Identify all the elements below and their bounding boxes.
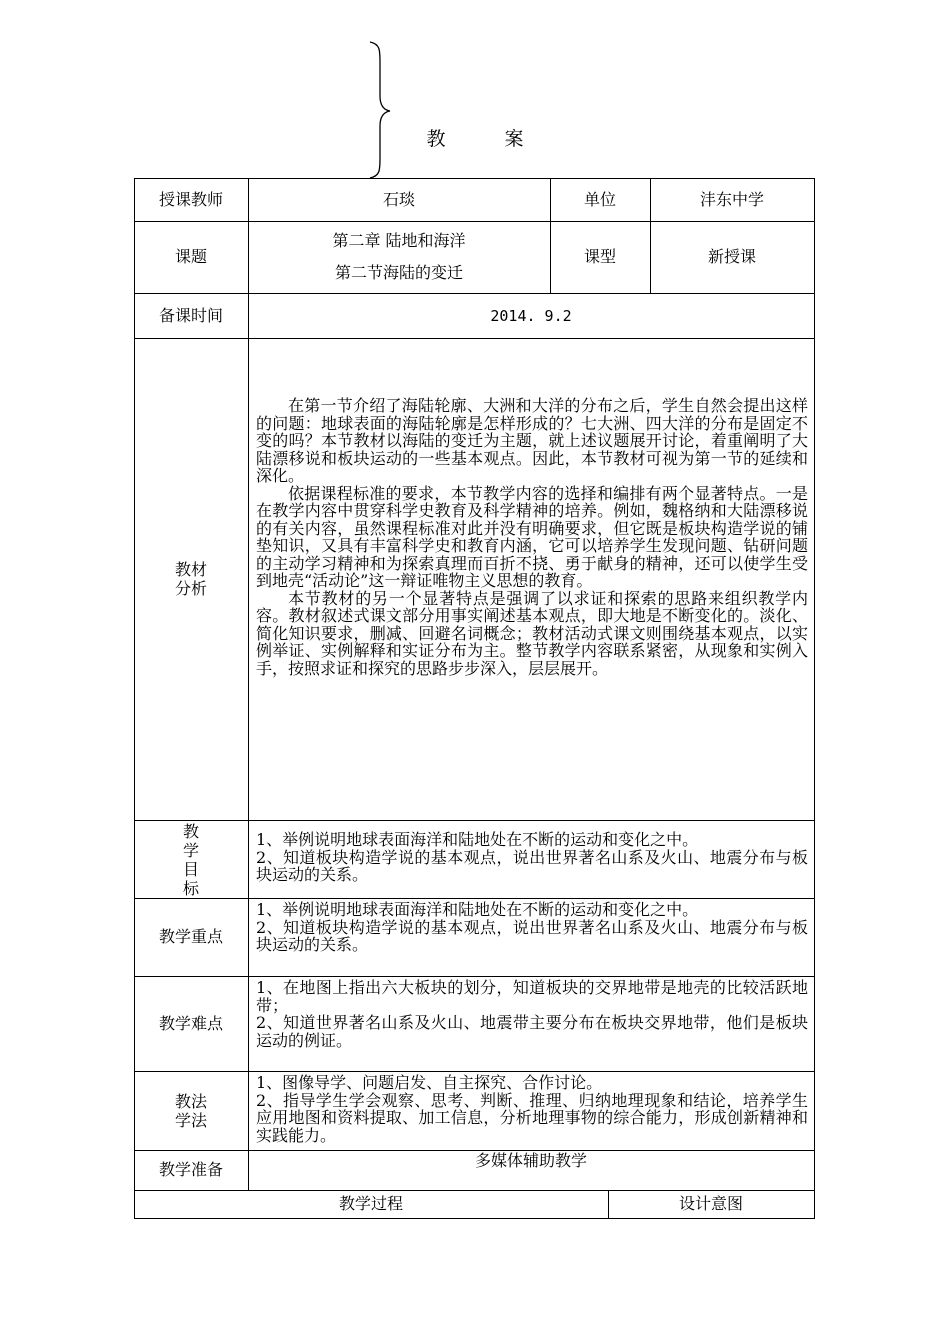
methods-label-line-1: 教法 [174,1091,207,1111]
analysis-paragraph-2: 依据课程标准的要求，本节教学内容的选择和编排有两个显著特点。一是在教学内容中贯穿科学史教育及科学精神的培养。例如，魏格纳和大陆漂移说的有关内容，虽然课程标准对此并没有明确要求，但它既是板块构造学说的铺垫知识，又具有丰富科学史和教育内涵，它可以培养学生发现问题、钻研问题的主动学习精神和为探索真理而百折不挠、勇于献身的精神，还可以使学生受到地壳“活动论”这一辩证唯物主义思想的教育。 [256,483,808,590]
preparation-label: 教学准备 [158,1160,223,1179]
brace-decoration [366,40,396,180]
lesson-type-label: 课型 [583,247,616,266]
difficulties-content [248,979,814,1049]
difficulty-item-1: 1、在地图上指出六大板块的划分，知道板块的交界地带是地壳的比较活跃地带； [256,978,808,1015]
teacher-value: 石琰 [382,189,415,209]
objective-item-1: 1、举例说明地球表面海洋和陆地处在不断的运动和变化之中。 [256,830,699,849]
key-point-item-1: 1、举例说明地球表面海洋和陆地处在不断的运动和变化之中。 [256,900,699,919]
prep-time-label: 备课时间 [158,305,223,325]
key-point-item-2: 2、知道板块构造学说的基本观点，说出世界著名山系及火山、地震分布与板块运动的关系。 [256,917,808,954]
analysis-label [134,338,248,820]
unit-label: 单位 [583,189,616,209]
process-label: 教学过程 [338,1194,403,1213]
unit-value: 沣东中学 [699,189,764,209]
preparation-value: 多媒体辅助教学 [474,1151,587,1170]
objective-item-2: 2、知道板块构造学说的基本观点，说出世界著名山系及火山、地震分布与板块运动的关系。 [256,847,808,884]
topic-value [248,221,550,293]
analysis-paragraph-1: 在第一节介绍了海陆轮廓、大洲和大洋的分布之后，学生自然会提出这样的问题：地球表面的海陆轮廓是怎样形成的？七大洲、四大洋的分布是固定不变的吗？本节教材以海陆的变迁为主题，就上述议题展开讨论，着重阐明了大陆漂移说和板块运动的一些基本观点。因此，本节教材可视为第一节的延续和深化。 [256,396,808,485]
difficulty-item-2: 2、知道世界著名山系及火山、地震带主要分布在板块交界地带，他们是板块运动的例证。 [256,1013,808,1050]
objectives-label [134,820,248,898]
key-points-content [248,901,814,954]
difficulties-label: 教学难点 [158,1013,223,1033]
topic-line-2: 第二节海陆的变迁 [334,263,463,282]
methods-label-line-2: 学法 [174,1110,207,1130]
method-item-1: 1、图像导学、问题启发、自主探究、合作讨论。 [256,1073,603,1092]
topic-line-1: 第二章 陆地和海洋 [332,231,466,250]
methods-label [134,1071,248,1150]
objectives-label-char-3: 目 [182,860,199,879]
method-item-2: 2、指导学生学会观察、思考、判断、推理、归纳地理现象和结论，培养学生应用地图和资料提取、加工信息，分析地理事物的综合能力，形成创新精神和实践能力。 [256,1090,808,1145]
document-title: 教 案 [426,128,544,150]
methods-content [248,1074,814,1144]
objectives-content [248,831,814,884]
analysis-label-line-2: 分析 [174,579,207,598]
analysis-content [248,397,814,677]
analysis-label-line-1: 教材 [174,560,207,579]
design-intent-label: 设计意图 [678,1194,743,1213]
objectives-label-char-4: 标 [182,879,199,898]
lesson-type-value: 新授课 [707,247,756,266]
key-points-label: 教学重点 [158,927,223,946]
topic-label: 课题 [174,247,207,266]
objectives-label-char-2: 学 [182,841,199,860]
teacher-label: 授课教师 [158,189,223,209]
analysis-paragraph-3: 本节教材的另一个显著特点是强调了以求证和探索的思路来组织教学内容。教材叙述式课文部分用事实阐述基本观点，即大地是不断变化的。淡化、简化知识要求，删减、回避名词概念；教材活动式课文则围绕基本观点，以实例举证、实例解释和实证分布为主。整节教学内容联系紧密，从现象和实例入手，按照求证和探究的思路步步深入，层层展开。 [256,588,808,678]
prep-time-value: 2014. 9.2 [490,306,572,325]
objectives-label-char-1: 教 [182,822,199,841]
